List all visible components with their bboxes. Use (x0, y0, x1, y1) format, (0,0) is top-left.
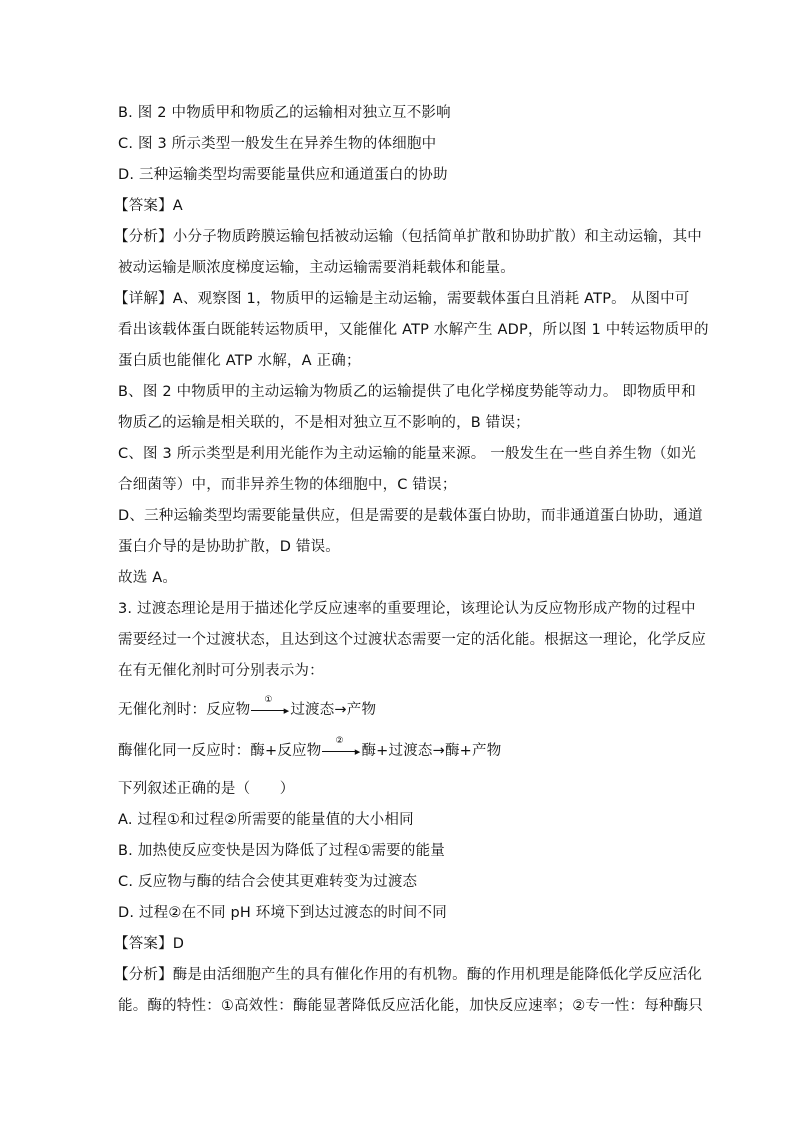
detail-line-6: C、图 3 所示类型是利用光能作为主动运输的能量来源。 一般发生在一些自养生物（如光 (118, 446, 697, 462)
conclusion-line: 故选 A。 (118, 570, 178, 586)
detail-line-5: 物质乙的运输是相关联的，不是相对独立互不影响的，B 错误； (118, 415, 530, 431)
equation-enzyme (118, 736, 502, 761)
detail-line-4: B、图 2 中物质甲的主动运输为物质乙的运输提供了电化学梯度势能等动力。 即物质甲和 (118, 384, 696, 400)
analysis-line-1: 【分析】酶是由活细胞产生的具有催化作用的有机物。酶的作用机理是能降低化学反应活化 (114, 967, 702, 983)
detail-line-9: 蛋白介导的是协助扩散，D 错误。 (118, 539, 340, 555)
option-b-line: B. 加热使反应变快是因为降低了过程①需要的能量 (118, 843, 445, 859)
detail-line-3: 蛋白质也能催化 ATP 水解，A 正确； (118, 353, 361, 369)
option-b-line: B. 图 2 中物质甲和物质乙的运输相对独立互不影响 (118, 105, 451, 121)
equation-uncatalyzed (118, 695, 377, 720)
analysis-line-2: 被动运输是顺浓度梯度运输，主动运输需要消耗载体和能量。 (118, 260, 515, 276)
question-3-line-3: 在有无催化剂时可分别表示为： (118, 663, 324, 679)
step-mark: ② (335, 736, 344, 746)
equation-suffix: 过渡态→产物 (290, 702, 377, 718)
analysis-line-2: 能。酶的特性：①高效性：酶能显著降低反应活化能，加快反应速率；②专一性：每种酶只 (118, 998, 703, 1014)
reaction-arrow-icon: ② ▸ (322, 744, 360, 758)
analysis-line-1: 【分析】小分子物质跨膜运输包括被动运输（包括简单扩散和协助扩散）和主动运输，其中 (114, 229, 702, 245)
equation-prefix: 酶催化同一反应时：酶+反应物 (118, 743, 322, 759)
question-3-line-1: 3. 过渡态理论是用于描述化学反应速率的重要理论，该理论认为反应物形成产物的过程中 (118, 601, 696, 617)
question-3-line-2: 需要经过一个过渡状态，且达到这个过渡状态需要一定的活化能。根据这一理论，化学反应 (118, 632, 706, 648)
option-a-line: A. 过程①和过程②所需要的能量值的大小相同 (118, 812, 414, 828)
option-c-line: C. 反应物与酶的结合会使其更难转变为过渡态 (118, 874, 418, 890)
equation-suffix: 酶+过渡态→酶+产物 (361, 743, 502, 759)
question-prompt: 下列叙述正确的是（ ） (118, 781, 295, 797)
answer-line: 【答案】A (114, 198, 183, 214)
equation-prefix: 无催化剂时：反应物 (118, 702, 251, 718)
option-d-line: D. 过程②在不同 pH 环境下到达过渡态的时间不同 (118, 905, 447, 921)
detail-line-8: D、三种运输类型均需要能量供应，但是需要的是载体蛋白协助，而非通道蛋白协助，通道 (118, 508, 703, 524)
detail-line-2: 看出该载体蛋白既能转运物质甲，又能催化 ATP 水解产生 ADP，所以图 1 中转运物质甲的 (118, 322, 709, 338)
answer-line: 【答案】D (114, 936, 185, 952)
step-mark: ① (264, 695, 273, 705)
option-d-line: D. 三种运输类型均需要能量供应和通道蛋白的协助 (118, 167, 448, 183)
detail-line-7: 合细菌等）中，而非异养生物的体细胞中，C 错误； (118, 477, 457, 493)
detail-line-1: 【详解】A、观察图 1，物质甲的运输是主动运输，需要载体蛋白且消耗 ATP。 从图中可 (114, 291, 690, 307)
reaction-arrow-icon: ① ▸ (251, 703, 289, 717)
option-c-line: C. 图 3 所示类型一般发生在异养生物的体细胞中 (118, 136, 437, 152)
